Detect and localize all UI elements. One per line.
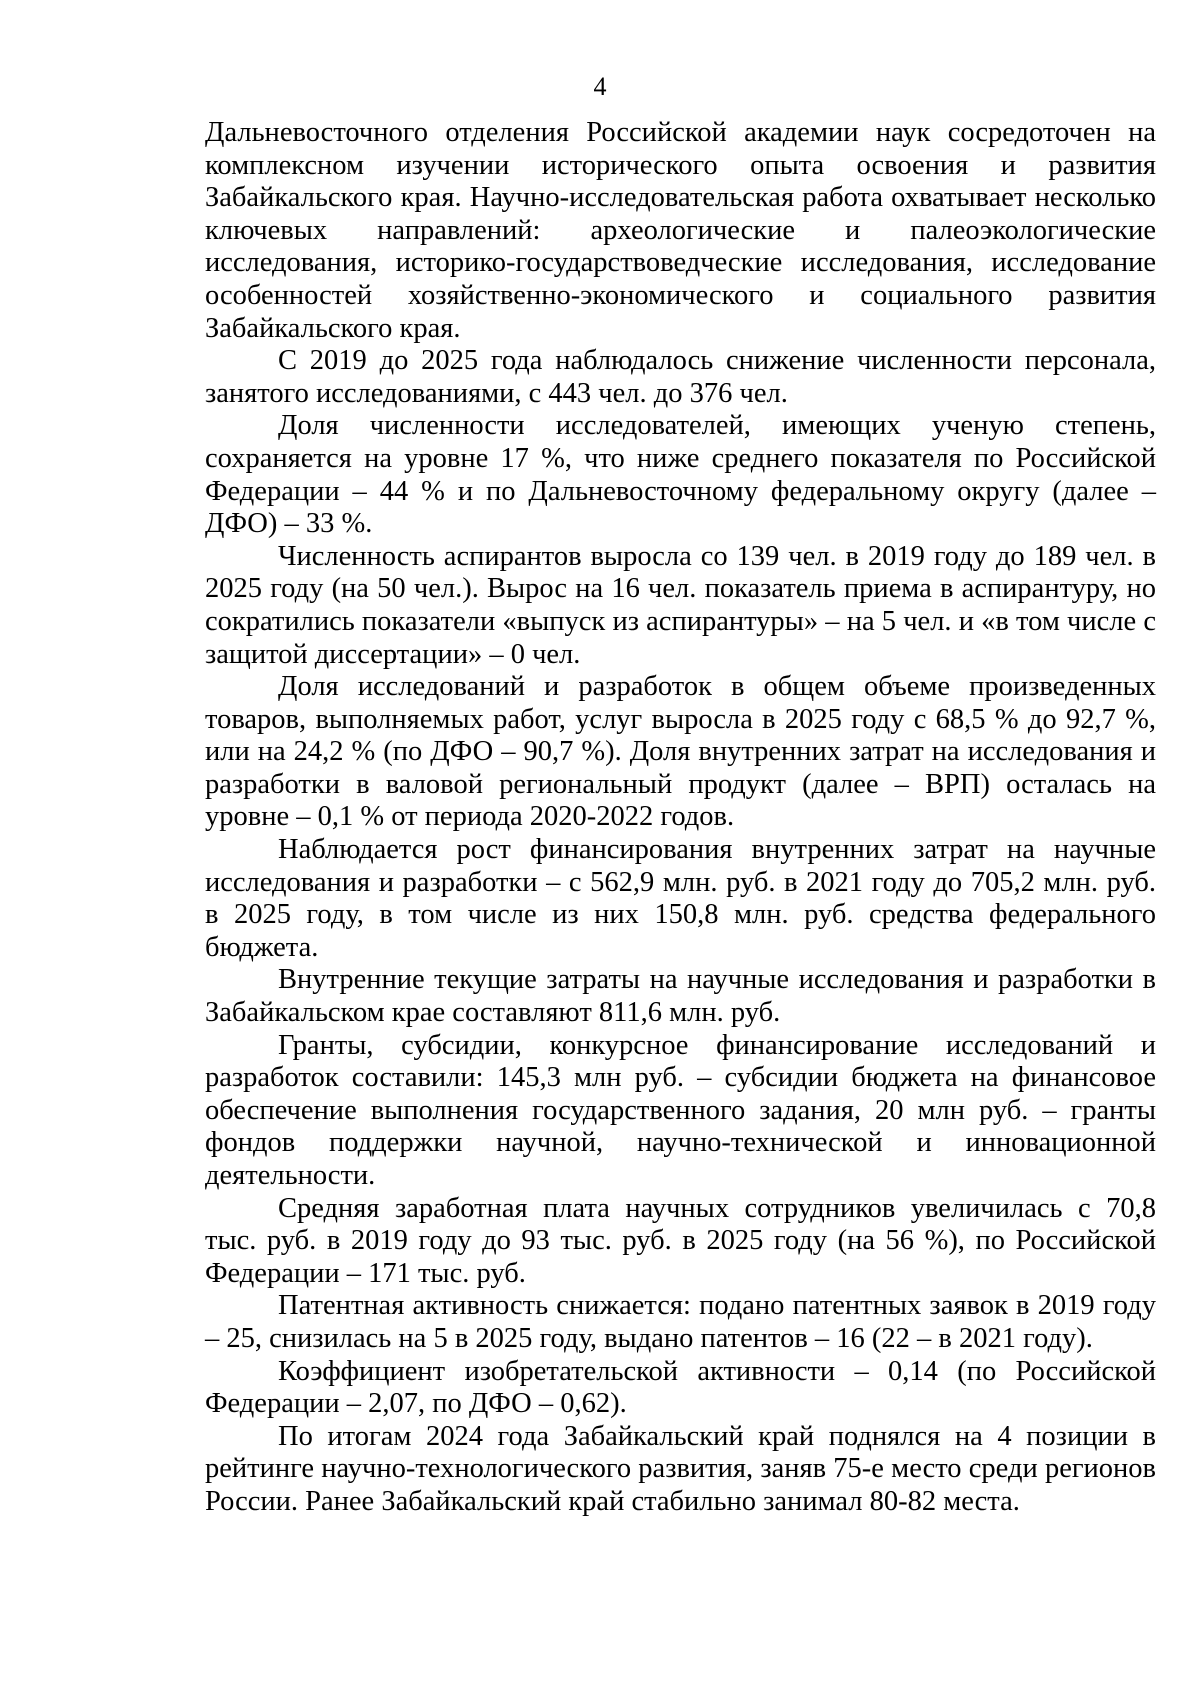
- paragraph-funding-growth: Наблюдается рост финансирования внутренних затрат на научные исследования и разработки – с 562,9 млн. руб. в 2021 году до 705,2 млн. руб. в 2025 году, в том числе из них 150,8 млн. руб. средства федерального бюджета.: [205, 834, 1156, 963]
- paragraph-postgraduates: Численность аспирантов выросла со 139 чел. в 2019 году до 189 чел. в 2025 году (на 50 чел.). Вырос на 16 чел. показатель приема в аспирантуру, но сократились показатели «выпуск из аспирантуры» – на 5 чел. и «в том числе с защитой диссертации» – 0 чел.: [205, 540, 1156, 670]
- paragraph-current-costs: Внутренние текущие затраты на научные исследования и разработки в Забайкальском крае составляют 811,6 млн. руб.: [205, 964, 1156, 1029]
- paragraph-rd-share: Доля исследований и разработок в общем объеме произведенных товаров, выполняемых работ, услуг выросла в 2025 году с 68,5 % до 92,7 %, или на 24,2 % (по ДФО – 90,7 %). Доля внутренних затрат на исследования и разработки в валовой региональный продукт (далее – ВРП) осталась на уровне – 0,1 % от периода 2020-2022 годов.: [205, 671, 1156, 833]
- paragraph-patents: Патентная активность снижается: подано патентных заявок в 2019 году – 25, снизилась на 5 в 2025 году, выдано патентов – 16 (22 – в 2021 году).: [205, 1290, 1156, 1354]
- paragraph-research-areas: Дальневосточного отделения Российской академии наук сосредоточен на комплексном изучении исторического опыта освоения и развития Забайкальского края. Научно-исследовательская работа охватывает несколько ключевых направлений: археологические и палеоэкологические исследования, историко-государствоведческие исследования, исследование особенностей хозяйственно-экономического и социального развития Забайкальского края.: [205, 117, 1156, 344]
- paragraph-ranking: По итогам 2024 года Забайкальский край поднялся на 4 позиции в рейтинге научно-технологического развития, заняв 75-е место среди регионов России. Ранее Забайкальский край стабильно занимал 80-82 места.: [205, 1420, 1156, 1517]
- paragraph-research-staff: С 2019 до 2025 года наблюдалось снижение численности персонала, занятого исследованиями, с 443 чел. до 376 чел.: [205, 345, 1156, 409]
- paragraph-salary: Средняя заработная плата научных сотрудников увеличилась с 70,8 тыс. руб. в 2019 году до 93 тыс. руб. в 2025 году (на 56 %), по Российской Федерации – 171 тыс. руб.: [205, 1192, 1156, 1289]
- document-body: [205, 117, 1156, 1519]
- paragraph-invention-coefficient: Коэффициент изобретательской активности – 0,14 (по Российской Федерации – 2,07, по ДФО – 0,62).: [205, 1355, 1156, 1420]
- paragraph-grants: Гранты, субсидии, конкурсное финансирование исследований и разработок составили: 145,3 млн руб. – субсидии бюджета на финансовое обеспечение выполнения государственного задания, 20 млн руб. – гранты фондов поддержки научной, научно-технической и инновационной деятельности.: [205, 1029, 1156, 1191]
- page-number: 4: [593, 72, 607, 101]
- paragraph-degree-share: Доля численности исследователей, имеющих ученую степень, сохраняется на уровне 17 %, что ниже среднего показателя по Российской Федерации – 44 % и по Дальневосточному федеральному округу (далее – ДФО) – 33 %.: [205, 410, 1156, 540]
